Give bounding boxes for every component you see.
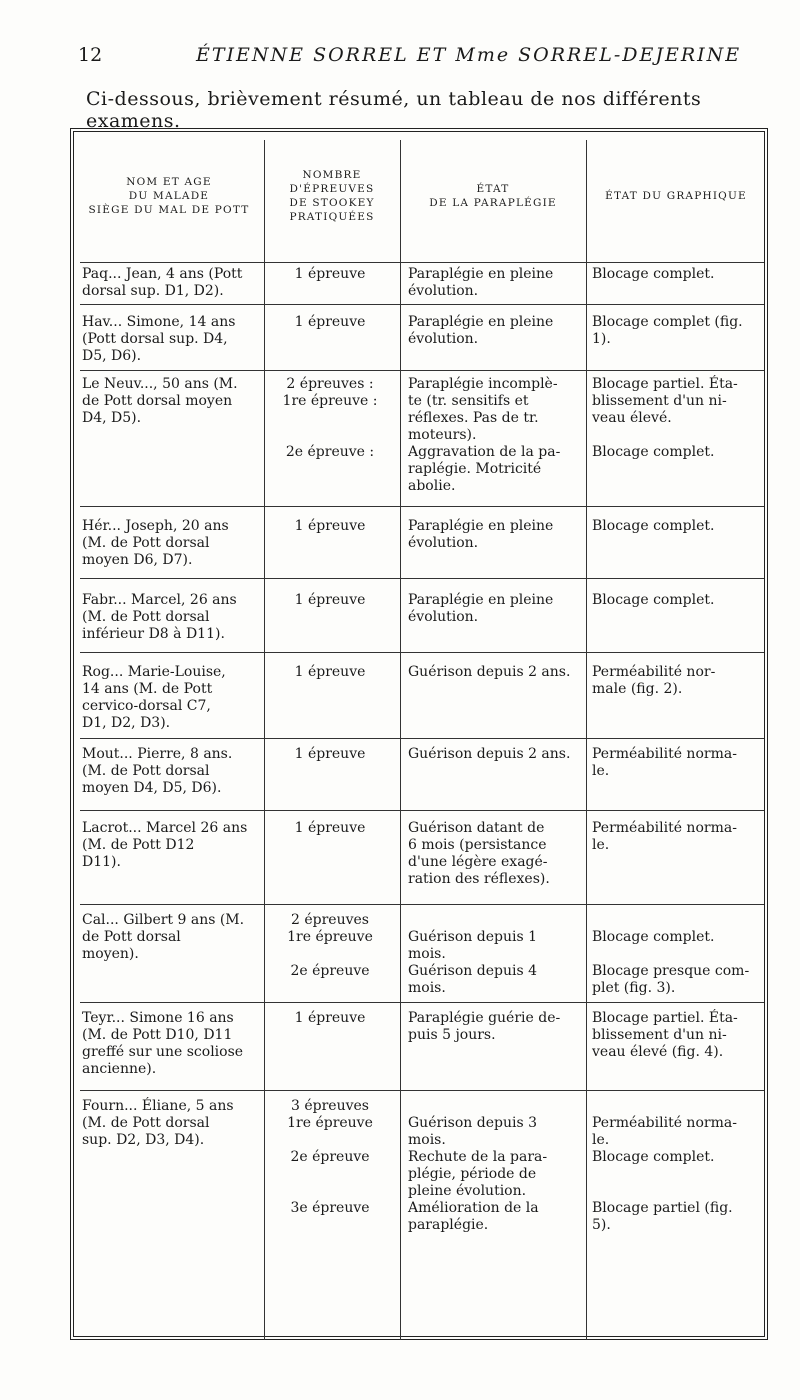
table-row-2-name: Hav... Simone, 14 ans (Pott dorsal sup. D4, D5, D6). (82, 314, 236, 364)
table-row-1-state: Paraplégie en pleine évolution. (408, 266, 554, 299)
row-divider (80, 370, 764, 371)
table-row-8-graph: Perméabilité norma- le. (592, 820, 737, 853)
column-divider (264, 140, 265, 1340)
table-row-8-name: Lacrot... Marcel 26 ans (M. de Pott D12 D11). (82, 820, 248, 870)
table-row-6-state: Guérison depuis 2 ans. (408, 664, 571, 680)
table-row-3-graph: Blocage partiel. Éta- blissement d'un ni- veau élevé. Blocage complet. (592, 376, 738, 460)
table-row-7-state: Guérison depuis 2 ans. (408, 746, 571, 762)
table-row-10-state: Paraplégie guérie de- puis 5 jours. (408, 1010, 561, 1043)
table-row-6-tests: 1 épreuve (294, 664, 366, 680)
row-divider (80, 904, 764, 905)
table-row-11-name: Fourn... Éliane, 5 ans (M. de Pott dorsal sup. D2, D3, D4). (82, 1098, 234, 1148)
header-paraplegia-state: ÉTAT DE LA PARAPLÉGIE (429, 183, 557, 209)
header-name-age: NOM ET AGE DU MALADE SIÈGE DU MAL DE POTT (88, 176, 250, 216)
table-row-11-graph: Perméabilité norma- le. Blocage complet. Blocage partiel (fig. 5). (592, 1115, 737, 1233)
table-row-4-state: Paraplégie en pleine évolution. (408, 518, 554, 551)
table-row-4-tests: 1 épreuve (294, 518, 366, 534)
table-row-6-name: Rog... Marie-Louise, 14 ans (M. de Pott cervico-dorsal C7, D1, D2, D3). (82, 664, 226, 731)
table-row-5-graph: Blocage complet. (592, 592, 715, 608)
table-row-3-tests: 2 épreuves : 1re épreuve : 2e épreuve : (282, 376, 378, 460)
table-row-2-graph: Blocage complet (fig. 1). (592, 314, 743, 347)
table-row-7-tests: 1 épreuve (294, 746, 366, 762)
table-row-1-graph: Blocage complet. (592, 266, 715, 282)
table-row-9-state: Guérison depuis 1 mois. Guérison depuis 4 mois. (408, 929, 537, 996)
table-row-5-tests: 1 épreuve (294, 592, 366, 608)
running-title: ÉTIENNE SORREL ET Mme SORREL-DEJERINE (196, 44, 742, 66)
table-row-10-tests: 1 épreuve (294, 1010, 366, 1026)
row-divider (80, 652, 764, 653)
table-row-7-name: Mout... Pierre, 8 ans. (M. de Pott dorsal moyen D4, D5, D6). (82, 746, 233, 796)
row-divider (80, 1002, 764, 1003)
table-row-7-graph: Perméabilité norma- le. (592, 746, 737, 779)
row-divider (80, 738, 764, 739)
table-row-2-state: Paraplégie en pleine évolution. (408, 314, 554, 347)
table-row-11-tests: 3 épreuves 1re épreuve 2e épreuve 3e épreuve (287, 1098, 373, 1216)
table-row-4-graph: Blocage complet. (592, 518, 715, 534)
table-row-6-graph: Perméabilité nor- male (fig. 2). (592, 664, 716, 697)
table-row-9-graph: Blocage complet. Blocage presque com- plet (fig. 3). (592, 929, 750, 996)
row-divider (80, 810, 764, 811)
column-divider (400, 140, 401, 1340)
table-row-11-state: Guérison depuis 3 mois. Rechute de la para- plégie, période de pleine évolution. Amélioration de la paraplégie. (408, 1115, 548, 1233)
table-row-5-name: Fabr... Marcel, 26 ans (M. de Pott dorsal inférieur D8 à D11). (82, 592, 237, 642)
table-row-8-state: Guérison datant de 6 mois (persistance d'une légère exagé- ration des réflexes). (408, 820, 550, 887)
table-row-3-state: Paraplégie incomplè- te (tr. sensitifs et réflexes. Pas de tr. moteurs). Aggravation de la pa- raplégie. Motricité abolie. (408, 376, 561, 494)
column-divider (586, 140, 587, 1340)
table-row-8-tests: 1 épreuve (294, 820, 366, 836)
header-rule (80, 262, 764, 263)
header-test-count: NOMBRE D'ÉPREUVES DE STOOKEY PRATIQUÉES (289, 169, 375, 223)
table-row-1-name: Paq... Jean, 4 ans (Pott dorsal sup. D1, D2). (82, 266, 243, 299)
table-row-10-graph: Blocage partiel. Éta- blissement d'un ni- veau élevé (fig. 4). (592, 1010, 738, 1060)
table-row-4-name: Hér... Joseph, 20 ans (M. de Pott dorsal moyen D6, D7). (82, 518, 229, 568)
table-row-10-name: Teyr... Simone 16 ans (M. de Pott D10, D11 greffé sur une scoliose ancienne). (82, 1010, 244, 1077)
row-divider (80, 506, 764, 507)
table-row-1-tests: 1 épreuve (294, 266, 366, 282)
table-row-3-name: Le Neuv..., 50 ans (M. de Pott dorsal moyen D4, D5). (82, 376, 238, 426)
page-number: 12 (78, 44, 103, 66)
table-row-9-name: Cal... Gilbert 9 ans (M. de Pott dorsal moyen). (82, 912, 245, 962)
row-divider (80, 304, 764, 305)
table-row-2-tests: 1 épreuve (294, 314, 366, 330)
row-divider (80, 1090, 764, 1091)
table-row-5-state: Paraplégie en pleine évolution. (408, 592, 554, 625)
table-row-9-tests: 2 épreuves 1re épreuve 2e épreuve (287, 912, 373, 979)
row-divider (80, 578, 764, 579)
header-graph-state: ÉTAT DU GRAPHIQUE (605, 190, 747, 202)
intro-sentence: Ci-dessous, brièvement résumé, un tableau de nos différents examens. (86, 88, 702, 132)
